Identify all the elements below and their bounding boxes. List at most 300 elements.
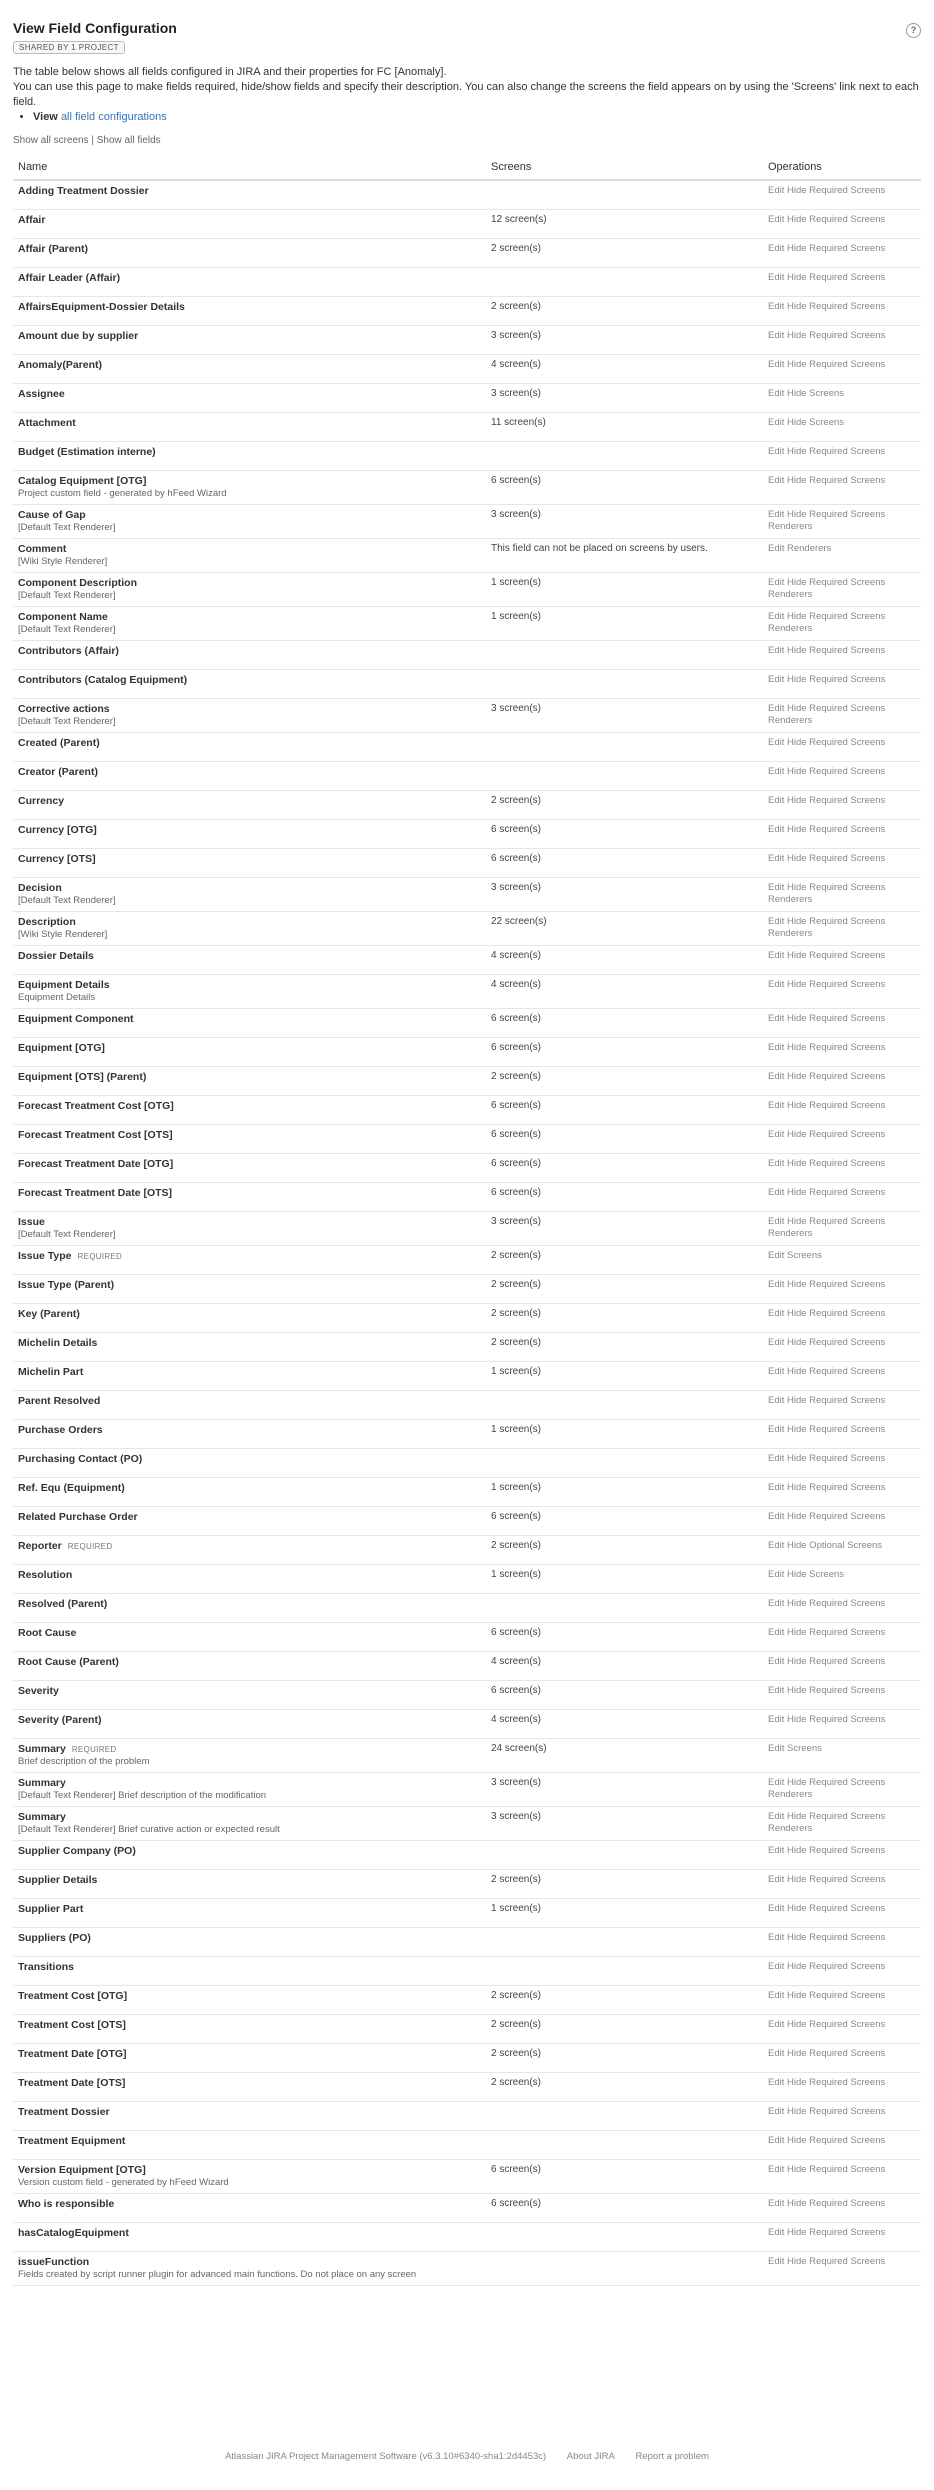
intro-bullet bbox=[33, 110, 921, 125]
field-operations[interactable]: Edit Hide Required Screens bbox=[763, 849, 921, 878]
help-icon[interactable]: ? bbox=[906, 23, 921, 38]
field-name: Forecast Treatment Date [OTG] bbox=[18, 1158, 174, 1170]
field-screens bbox=[486, 733, 763, 762]
field-operations[interactable]: Edit Hide Required Screens bbox=[763, 1594, 921, 1623]
field-operations[interactable]: Edit Hide Required Screens bbox=[763, 1362, 921, 1391]
field-screens[interactable]: 3 screen(s) bbox=[486, 1773, 763, 1807]
field-screens[interactable]: 6 screen(s) bbox=[486, 1038, 763, 1067]
field-operations[interactable]: Edit Hide Required Screens bbox=[763, 180, 921, 210]
field-screens[interactable]: 2 screen(s) bbox=[486, 1304, 763, 1333]
table-row bbox=[13, 1507, 921, 1536]
field-name-cell bbox=[13, 1565, 486, 1594]
field-name-cell bbox=[13, 1807, 486, 1841]
field-name-cell bbox=[13, 2044, 486, 2073]
field-name-cell bbox=[13, 1038, 486, 1067]
field-screens[interactable]: 6 screen(s) bbox=[486, 1507, 763, 1536]
field-operations[interactable]: Edit Hide Required Screens bbox=[763, 1275, 921, 1304]
field-screens[interactable]: 1 screen(s) bbox=[486, 1362, 763, 1391]
field-name: Root Cause (Parent) bbox=[18, 1656, 119, 1668]
field-name-cell bbox=[13, 1652, 486, 1681]
field-description: Version custom field - generated by hFeed Wizard bbox=[18, 2177, 229, 2188]
field-screens[interactable]: 3 screen(s) bbox=[486, 326, 763, 355]
field-operations[interactable]: Edit Hide Required Screens Renderers bbox=[763, 699, 921, 733]
table-row bbox=[13, 1449, 921, 1478]
view-all-field-configurations-link[interactable]: all field configurations bbox=[60, 111, 167, 123]
field-name-cell bbox=[13, 573, 486, 607]
field-operations[interactable]: Edit Hide Required Screens bbox=[763, 2223, 921, 2252]
field-name-cell bbox=[13, 607, 486, 641]
field-screens bbox=[486, 1391, 763, 1420]
field-operations[interactable]: Edit Hide Required Screens Renderers bbox=[763, 505, 921, 539]
field-name-cell bbox=[13, 2102, 486, 2131]
table-row bbox=[13, 1928, 921, 1957]
field-table bbox=[13, 153, 921, 2286]
field-screens[interactable]: 2 screen(s) bbox=[486, 791, 763, 820]
field-screens bbox=[486, 180, 763, 210]
field-description: Project custom field - generated by hFeed Wizard bbox=[18, 488, 227, 499]
field-name: Equipment Details bbox=[18, 979, 110, 991]
field-screens bbox=[486, 2102, 763, 2131]
field-operations[interactable]: Edit Hide Required Screens bbox=[763, 820, 921, 849]
field-screens[interactable]: 22 screen(s) bbox=[486, 912, 763, 946]
field-name: Resolution bbox=[18, 1569, 73, 1581]
field-name: AffairsEquipment-Dossier Details bbox=[18, 301, 185, 313]
field-screens[interactable]: 24 screen(s) bbox=[486, 1739, 763, 1773]
field-name-cell bbox=[13, 1125, 486, 1154]
field-screens[interactable]: 6 screen(s) bbox=[486, 820, 763, 849]
field-screens bbox=[486, 2223, 763, 2252]
table-row bbox=[13, 1009, 921, 1038]
field-operations[interactable]: Edit Hide Optional Screens bbox=[763, 1536, 921, 1565]
field-operations[interactable]: Edit Hide Required Screens bbox=[763, 1478, 921, 1507]
field-screens[interactable]: 2 screen(s) bbox=[486, 2015, 763, 2044]
footer-about-link[interactable]: About JIRA bbox=[566, 2451, 615, 2462]
table-row bbox=[13, 1391, 921, 1420]
field-name: Catalog Equipment [OTG] bbox=[18, 475, 147, 487]
field-screens[interactable]: 2 screen(s) bbox=[486, 239, 763, 268]
field-description: [Default Text Renderer] bbox=[18, 716, 116, 727]
field-name-cell bbox=[13, 820, 486, 849]
field-operations[interactable]: Edit Hide Required Screens bbox=[763, 1652, 921, 1681]
field-operations[interactable]: Edit Hide Required Screens bbox=[763, 1125, 921, 1154]
field-operations[interactable]: Edit Hide Required Screens bbox=[763, 2160, 921, 2194]
field-operations[interactable]: Edit Hide Required Screens bbox=[763, 1507, 921, 1536]
field-operations[interactable]: Edit Hide Required Screens bbox=[763, 1009, 921, 1038]
table-row bbox=[13, 791, 921, 820]
field-screens[interactable]: 2 screen(s) bbox=[486, 1067, 763, 1096]
field-operations[interactable]: Edit Hide Required Screens bbox=[763, 2044, 921, 2073]
field-screens[interactable]: 2 screen(s) bbox=[486, 1275, 763, 1304]
field-description: [Wiki Style Renderer] bbox=[18, 556, 108, 567]
table-row bbox=[13, 1038, 921, 1067]
field-name: Treatment Date [OTS] bbox=[18, 2077, 126, 2089]
table-row bbox=[13, 471, 921, 505]
field-name-cell bbox=[13, 539, 486, 573]
table-row bbox=[13, 268, 921, 297]
required-badge: REQUIRED bbox=[67, 1542, 113, 1551]
field-name: Suppliers (PO) bbox=[18, 1932, 91, 1944]
field-name: Created (Parent) bbox=[18, 737, 100, 749]
field-name: Summary bbox=[18, 1777, 66, 1789]
field-operations[interactable]: Edit Hide Required Screens bbox=[763, 1899, 921, 1928]
field-screens[interactable]: 4 screen(s) bbox=[486, 946, 763, 975]
field-screens[interactable]: 6 screen(s) bbox=[486, 1681, 763, 1710]
field-name: Treatment Cost [OTS] bbox=[18, 2019, 126, 2031]
field-screens[interactable]: 2 screen(s) bbox=[486, 1870, 763, 1899]
field-name: Creator (Parent) bbox=[18, 766, 98, 778]
field-screens[interactable]: 3 screen(s) bbox=[486, 1807, 763, 1841]
table-row bbox=[13, 1565, 921, 1594]
field-name: Currency bbox=[18, 795, 65, 807]
field-screens bbox=[486, 2252, 763, 2286]
field-operations[interactable]: Edit Hide Required Screens bbox=[763, 2194, 921, 2223]
field-screens[interactable]: 2 screen(s) bbox=[486, 1536, 763, 1565]
field-screens[interactable]: 2 screen(s) bbox=[486, 1986, 763, 2015]
field-screens[interactable]: 2 screen(s) bbox=[486, 2073, 763, 2102]
table-row bbox=[13, 1652, 921, 1681]
field-operations[interactable]: Edit Hide Required Screens bbox=[763, 442, 921, 471]
field-operations[interactable]: Edit Hide Required Screens bbox=[763, 1096, 921, 1125]
field-operations[interactable]: Edit Hide Required Screens bbox=[763, 297, 921, 326]
field-name-cell bbox=[13, 297, 486, 326]
field-name-cell bbox=[13, 1536, 486, 1565]
field-name-cell bbox=[13, 1957, 486, 1986]
field-operations[interactable]: Edit Hide Required Screens bbox=[763, 1928, 921, 1957]
field-screens[interactable]: 1 screen(s) bbox=[486, 1478, 763, 1507]
field-operations[interactable]: Edit Hide Required Screens Renderers bbox=[763, 573, 921, 607]
field-screens[interactable]: 3 screen(s) bbox=[486, 1212, 763, 1246]
field-operations[interactable]: Edit Hide Required Screens bbox=[763, 1623, 921, 1652]
field-screens[interactable]: 3 screen(s) bbox=[486, 699, 763, 733]
field-operations[interactable]: Edit Hide Required Screens bbox=[763, 2131, 921, 2160]
field-operations[interactable]: Edit Hide Required Screens bbox=[763, 2102, 921, 2131]
field-screens[interactable]: 3 screen(s) bbox=[486, 878, 763, 912]
field-name: Budget (Estimation interne) bbox=[18, 446, 156, 458]
field-operations[interactable]: Edit Hide Required Screens bbox=[763, 471, 921, 505]
intro-text bbox=[13, 65, 921, 125]
table-row bbox=[13, 1681, 921, 1710]
field-name: Equipment [OTS] (Parent) bbox=[18, 1071, 147, 1083]
field-operations[interactable]: Edit Hide Required Screens Renderers bbox=[763, 1212, 921, 1246]
field-name-cell bbox=[13, 975, 486, 1009]
field-name-cell bbox=[13, 1154, 486, 1183]
field-name: Purchasing Contact (PO) bbox=[18, 1453, 143, 1465]
table-row bbox=[13, 1536, 921, 1565]
field-screens[interactable]: 6 screen(s) bbox=[486, 1096, 763, 1125]
field-name-cell bbox=[13, 1928, 486, 1957]
field-operations[interactable]: Edit Hide Required Screens bbox=[763, 1681, 921, 1710]
field-name: issueFunction bbox=[18, 2256, 90, 2268]
field-name-cell bbox=[13, 326, 486, 355]
field-operations[interactable]: Edit Hide Required Screens bbox=[763, 268, 921, 297]
table-row bbox=[13, 1594, 921, 1623]
table-row bbox=[13, 297, 921, 326]
table-row bbox=[13, 849, 921, 878]
table-row bbox=[13, 1275, 921, 1304]
footer-report-link[interactable]: Report a problem bbox=[635, 2451, 709, 2462]
field-operations[interactable]: Edit Hide Required Screens bbox=[763, 1304, 921, 1333]
field-description: Equipment Details bbox=[18, 992, 96, 1003]
field-name: Ref. Equ (Equipment) bbox=[18, 1482, 125, 1494]
field-operations[interactable]: Edit Hide Required Screens bbox=[763, 733, 921, 762]
field-screens[interactable]: 2 screen(s) bbox=[486, 1246, 763, 1275]
field-name: Reporter bbox=[18, 1540, 62, 1552]
field-screens[interactable]: 6 screen(s) bbox=[486, 1009, 763, 1038]
field-screens[interactable]: 1 screen(s) bbox=[486, 1899, 763, 1928]
field-name-cell bbox=[13, 1183, 486, 1212]
field-screens[interactable]: 12 screen(s) bbox=[486, 210, 763, 239]
field-name-cell bbox=[13, 1362, 486, 1391]
field-screens[interactable]: 4 screen(s) bbox=[486, 1652, 763, 1681]
field-name: Severity (Parent) bbox=[18, 1714, 102, 1726]
field-operations[interactable]: Edit Hide Required Screens bbox=[763, 1841, 921, 1870]
field-operations[interactable]: Edit Hide Required Screens Renderers bbox=[763, 912, 921, 946]
field-name-cell bbox=[13, 791, 486, 820]
column-header-screens: Screens bbox=[486, 153, 763, 180]
field-screens bbox=[486, 2131, 763, 2160]
field-description: [Default Text Renderer] bbox=[18, 1229, 116, 1240]
field-screens[interactable]: 1 screen(s) bbox=[486, 1420, 763, 1449]
field-screens[interactable]: 4 screen(s) bbox=[486, 355, 763, 384]
field-name-cell bbox=[13, 1275, 486, 1304]
field-operations[interactable]: Edit Hide Required Screens bbox=[763, 641, 921, 670]
field-name: Description bbox=[18, 916, 76, 928]
field-name-cell bbox=[13, 1246, 486, 1275]
field-operations[interactable]: Edit Hide Required Screens bbox=[763, 975, 921, 1009]
field-name: Treatment Date [OTG] bbox=[18, 2048, 127, 2060]
field-name: Affair (Parent) bbox=[18, 243, 89, 255]
field-name-cell bbox=[13, 1681, 486, 1710]
table-row bbox=[13, 2102, 921, 2131]
field-name: Issue Type (Parent) bbox=[18, 1279, 115, 1291]
field-screens[interactable]: 4 screen(s) bbox=[486, 1710, 763, 1739]
field-screens[interactable]: 11 screen(s) bbox=[486, 413, 763, 442]
field-operations[interactable]: Edit Hide Required Screens bbox=[763, 326, 921, 355]
field-screens[interactable]: 6 screen(s) bbox=[486, 471, 763, 505]
field-name-cell bbox=[13, 1507, 486, 1536]
field-name-cell bbox=[13, 1391, 486, 1420]
field-operations[interactable]: Edit Hide Required Screens bbox=[763, 1183, 921, 1212]
field-screens[interactable]: 3 screen(s) bbox=[486, 384, 763, 413]
bullet-prefix: View bbox=[33, 111, 58, 123]
field-operations[interactable]: Edit Hide Required Screens bbox=[763, 791, 921, 820]
field-name: Severity bbox=[18, 1685, 59, 1697]
field-screens[interactable]: 1 screen(s) bbox=[486, 1565, 763, 1594]
field-screens[interactable]: 3 screen(s) bbox=[486, 505, 763, 539]
field-screens[interactable]: 2 screen(s) bbox=[486, 2044, 763, 2073]
field-name-cell bbox=[13, 641, 486, 670]
field-screens[interactable]: 6 screen(s) bbox=[486, 2160, 763, 2194]
table-row bbox=[13, 384, 921, 413]
field-operations[interactable]: Edit Screens bbox=[763, 1246, 921, 1275]
field-operations[interactable]: Edit Hide Required Screens Renderers bbox=[763, 1773, 921, 1807]
field-name: Attachment bbox=[18, 417, 76, 429]
field-screens[interactable]: 6 screen(s) bbox=[486, 1183, 763, 1212]
field-screens[interactable]: 1 screen(s) bbox=[486, 573, 763, 607]
field-name: Currency [OTG] bbox=[18, 824, 97, 836]
field-operations[interactable]: Edit Hide Required Screens bbox=[763, 239, 921, 268]
field-name: Amount due by supplier bbox=[18, 330, 139, 342]
footer-version[interactable]: Atlassian JIRA Project Management Software (v6.3.10#6340-sha1:2d4453c) bbox=[225, 2451, 547, 2462]
field-screens[interactable]: 2 screen(s) bbox=[486, 1333, 763, 1362]
field-name: Component Name bbox=[18, 611, 108, 623]
field-screens[interactable]: 6 screen(s) bbox=[486, 2194, 763, 2223]
field-screens[interactable]: 6 screen(s) bbox=[486, 1623, 763, 1652]
page-title-text: View Field Configuration bbox=[13, 20, 177, 36]
field-screens[interactable]: 6 screen(s) bbox=[486, 849, 763, 878]
field-screens[interactable]: This field can not be placed on screens by users. bbox=[486, 539, 763, 573]
show-links[interactable]: Show all screens | Show all fields bbox=[13, 135, 161, 146]
field-operations[interactable]: Edit Hide Required Screens bbox=[763, 1154, 921, 1183]
field-name: Michelin Part bbox=[18, 1366, 84, 1378]
field-name-cell bbox=[13, 762, 486, 791]
field-operations[interactable]: Edit Hide Required Screens bbox=[763, 1038, 921, 1067]
field-description: [Default Text Renderer] Brief curative action or expected result bbox=[18, 1824, 280, 1835]
field-operations[interactable]: Edit Hide Required Screens bbox=[763, 1449, 921, 1478]
field-name: Affair bbox=[18, 214, 46, 226]
field-name: Contributors (Catalog Equipment) bbox=[18, 674, 188, 686]
field-operations[interactable]: Edit Hide Required Screens bbox=[763, 2252, 921, 2286]
table-row bbox=[13, 1841, 921, 1870]
field-name-cell bbox=[13, 2015, 486, 2044]
field-name: Forecast Treatment Cost [OTS] bbox=[18, 1129, 173, 1141]
field-name: Root Cause bbox=[18, 1627, 77, 1639]
table-row bbox=[13, 975, 921, 1009]
field-name-cell bbox=[13, 1899, 486, 1928]
field-screens[interactable]: 6 screen(s) bbox=[486, 1154, 763, 1183]
field-operations[interactable]: Edit Hide Required Screens Renderers bbox=[763, 1807, 921, 1841]
field-operations[interactable]: Edit Renderers bbox=[763, 539, 921, 573]
field-description: [Default Text Renderer] bbox=[18, 895, 116, 906]
field-screens[interactable]: 2 screen(s) bbox=[486, 297, 763, 326]
table-row bbox=[13, 1246, 921, 1275]
table-row bbox=[13, 1986, 921, 2015]
field-operations[interactable]: Edit Hide Required Screens bbox=[763, 1391, 921, 1420]
field-operations[interactable]: Edit Hide Required Screens bbox=[763, 1870, 921, 1899]
field-name: Summary bbox=[18, 1743, 66, 1755]
field-operations[interactable]: Edit Screens bbox=[763, 1739, 921, 1773]
field-operations[interactable]: Edit Hide Required Screens bbox=[763, 1986, 921, 2015]
field-name: Summary bbox=[18, 1811, 66, 1823]
field-name: Treatment Equipment bbox=[18, 2135, 126, 2147]
field-name-cell bbox=[13, 1009, 486, 1038]
field-operations[interactable]: Edit Hide Required Screens bbox=[763, 1420, 921, 1449]
field-name: Parent Resolved bbox=[18, 1395, 101, 1407]
table-row bbox=[13, 1478, 921, 1507]
field-operations[interactable]: Edit Hide Required Screens bbox=[763, 355, 921, 384]
table-row bbox=[13, 180, 921, 210]
field-name-cell bbox=[13, 1304, 486, 1333]
field-name: Adding Treatment Dossier bbox=[18, 185, 149, 197]
table-header-row bbox=[13, 153, 921, 180]
table-row bbox=[13, 1212, 921, 1246]
required-badge: REQUIRED bbox=[77, 1252, 123, 1261]
table-row bbox=[13, 670, 921, 699]
table-row bbox=[13, 1623, 921, 1652]
table-row bbox=[13, 442, 921, 471]
field-name-cell bbox=[13, 2223, 486, 2252]
table-row bbox=[13, 1154, 921, 1183]
field-operations[interactable]: Edit Hide Required Screens Renderers bbox=[763, 607, 921, 641]
field-screens[interactable]: 1 screen(s) bbox=[486, 607, 763, 641]
table-row bbox=[13, 1773, 921, 1807]
field-operations[interactable]: Edit Hide Screens bbox=[763, 384, 921, 413]
field-operations[interactable]: Edit Hide Required Screens bbox=[763, 1957, 921, 1986]
field-name-cell bbox=[13, 1420, 486, 1449]
field-name: Treatment Dossier bbox=[18, 2106, 110, 2118]
field-operations[interactable]: Edit Hide Required Screens bbox=[763, 1067, 921, 1096]
table-row bbox=[13, 733, 921, 762]
field-name: Currency [OTS] bbox=[18, 853, 96, 865]
field-operations[interactable]: Edit Hide Screens bbox=[763, 1565, 921, 1594]
table-row bbox=[13, 1362, 921, 1391]
field-description: [Default Text Renderer] bbox=[18, 624, 116, 635]
required-badge: REQUIRED bbox=[71, 1745, 117, 1754]
field-name-cell bbox=[13, 733, 486, 762]
field-operations[interactable]: Edit Hide Required Screens bbox=[763, 2073, 921, 2102]
field-name-cell bbox=[13, 1096, 486, 1125]
field-name: Who is responsible bbox=[18, 2198, 115, 2210]
field-screens[interactable]: 6 screen(s) bbox=[486, 1125, 763, 1154]
field-name-cell bbox=[13, 699, 486, 733]
field-name: Forecast Treatment Date [OTS] bbox=[18, 1187, 173, 1199]
field-name-cell bbox=[13, 1623, 486, 1652]
field-operations[interactable]: Edit Hide Required Screens Renderers bbox=[763, 878, 921, 912]
table-row bbox=[13, 1304, 921, 1333]
field-screens bbox=[486, 1841, 763, 1870]
field-operations[interactable]: Edit Hide Required Screens bbox=[763, 1710, 921, 1739]
field-description: Brief description of the problem bbox=[18, 1756, 150, 1767]
field-name-cell bbox=[13, 2160, 486, 2194]
field-name-cell bbox=[13, 912, 486, 946]
field-name-cell bbox=[13, 2073, 486, 2102]
field-screens bbox=[486, 1928, 763, 1957]
footer bbox=[0, 2451, 934, 2462]
table-row bbox=[13, 355, 921, 384]
field-operations[interactable]: Edit Hide Screens bbox=[763, 413, 921, 442]
field-name: Related Purchase Order bbox=[18, 1511, 138, 1523]
table-row bbox=[13, 1333, 921, 1362]
field-screens[interactable]: 4 screen(s) bbox=[486, 975, 763, 1009]
field-operations[interactable]: Edit Hide Required Screens bbox=[763, 2015, 921, 2044]
field-name: Key (Parent) bbox=[18, 1308, 80, 1320]
shared-badge[interactable]: SHARED BY 1 PROJECT bbox=[13, 41, 125, 54]
table-row bbox=[13, 1420, 921, 1449]
table-row bbox=[13, 539, 921, 573]
field-name-cell bbox=[13, 1333, 486, 1362]
field-description: [Default Text Renderer] bbox=[18, 522, 116, 533]
field-name-cell bbox=[13, 1773, 486, 1807]
table-row bbox=[13, 1710, 921, 1739]
field-operations[interactable]: Edit Hide Required Screens bbox=[763, 946, 921, 975]
field-name: Version Equipment [OTG] bbox=[18, 2164, 146, 2176]
field-operations[interactable]: Edit Hide Required Screens bbox=[763, 1333, 921, 1362]
field-description: [Default Text Renderer] Brief description of the modification bbox=[18, 1790, 267, 1801]
intro-line-1: The table below shows all fields configured in JIRA and their properties for FC [Anomaly]. bbox=[13, 66, 447, 78]
field-name: Forecast Treatment Cost [OTG] bbox=[18, 1100, 174, 1112]
field-operations[interactable]: Edit Hide Required Screens bbox=[763, 670, 921, 699]
field-name: Issue bbox=[18, 1216, 45, 1228]
field-operations[interactable]: Edit Hide Required Screens bbox=[763, 762, 921, 791]
field-operations[interactable]: Edit Hide Required Screens bbox=[763, 210, 921, 239]
table-row bbox=[13, 2160, 921, 2194]
table-row bbox=[13, 505, 921, 539]
field-screens bbox=[486, 641, 763, 670]
field-description: [Default Text Renderer] bbox=[18, 590, 116, 601]
field-name-cell bbox=[13, 471, 486, 505]
table-row bbox=[13, 2015, 921, 2044]
field-name: Contributors (Affair) bbox=[18, 645, 119, 657]
